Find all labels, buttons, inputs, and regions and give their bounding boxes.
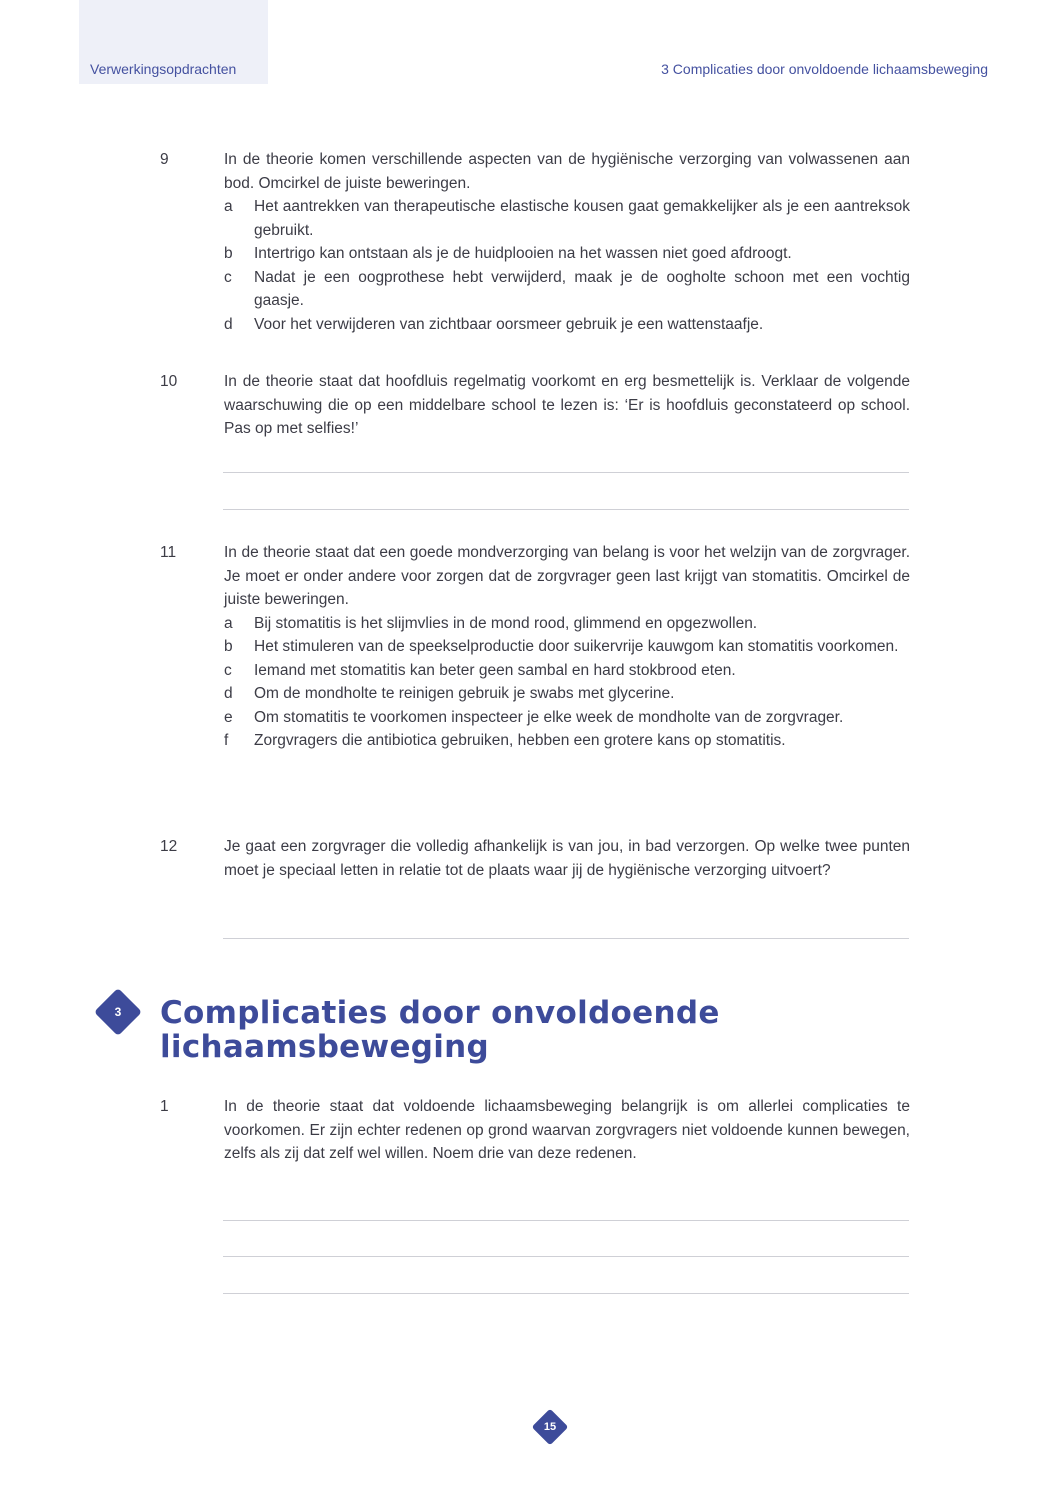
option-text: Nadat je een oogprothese hebt verwijderd, maak je de oogholte schoon met een vochtig gaasje. [254, 268, 910, 309]
option-text: Het stimuleren van de speekselproductie door suikervrije kauwgom kan stomatitis voorkomen. [254, 638, 899, 655]
question-stem: In de theorie komen verschillende aspecten van de hygiënische verzorging van volwassenen aan bod. Omcirkel de juiste beweringen. [224, 151, 910, 192]
header-section-label: 3 Complicaties door onvoldoende lichaamsbeweging [661, 61, 988, 77]
option-letter: a [224, 614, 233, 632]
answer-line[interactable] [223, 472, 909, 473]
question-stem: In de theorie staat dat een goede mondverzorging van belang is voor het welzijn van de zorgvrager. Je moet er onder andere voor zorgen dat de zorgvrager geen last krijgt van stomatitis. Omcirkel de juiste beweringen. [224, 544, 910, 608]
question-stem: In de theorie staat dat hoofdluis regelmatig voorkomt en erg besmettelijk is. Verklaar de volgende waarschuwing die op een middelbare school te lezen is: ‘Er is hoofdluis geconstateerd op school. Pas op met selfies!’ [224, 373, 910, 437]
option-letter: d [224, 315, 233, 333]
option-text: Voor het verwijderen van zichtbaar oorsmeer gebruik je een wattenstaafje. [254, 315, 764, 333]
option-letter: c [224, 268, 232, 286]
question-number: 12 [160, 838, 178, 855]
question-number: 1 [160, 1098, 169, 1115]
option-letter: d [224, 685, 233, 702]
question-11 [160, 541, 910, 753]
answer-line[interactable] [223, 1293, 909, 1294]
option-letter: a [224, 198, 233, 215]
option-letter: e [224, 708, 233, 726]
option-text: Bij stomatitis is het slijmvlies in de mond rood, glimmend en opgezwollen. [254, 614, 758, 632]
answer-option[interactable] [224, 706, 910, 730]
answer-options [224, 195, 910, 336]
answer-option[interactable] [224, 635, 910, 659]
answer-option[interactable] [224, 682, 910, 706]
option-text: Intertrigo kan ontstaan als je de huidplooien na het wassen niet goed afdroogt. [254, 245, 792, 262]
question-10 [160, 370, 910, 441]
answer-options [224, 612, 910, 753]
answer-option[interactable] [224, 729, 910, 753]
answer-line[interactable] [223, 938, 909, 939]
option-letter: f [224, 732, 229, 749]
answer-line[interactable] [223, 1256, 909, 1257]
answer-option[interactable] [224, 659, 910, 683]
answer-option[interactable] [224, 266, 910, 313]
question-number: 10 [160, 373, 178, 390]
option-letter: c [224, 661, 232, 679]
option-letter: b [224, 245, 233, 262]
question-12 [160, 835, 910, 882]
answer-line[interactable] [223, 509, 909, 510]
option-text: Zorgvragers die antibiotica gebruiken, hebben een grotere kans op stomatitis. [254, 732, 786, 749]
section-title: Complicaties door onvoldoende lichaamsbeweging [160, 995, 720, 1065]
option-letter: b [224, 638, 233, 655]
answer-option[interactable] [224, 242, 910, 266]
question-number: 11 [160, 544, 177, 561]
answer-option[interactable] [224, 612, 910, 636]
page-number: 15 [543, 1421, 557, 1433]
option-text: Iemand met stomatitis kan beter geen sambal en hard stokbrood eten. [254, 661, 736, 679]
answer-line[interactable] [223, 1220, 909, 1221]
section-question-1 [160, 1095, 910, 1166]
option-text: Om de mondholte te reinigen gebruik je swabs met glycerine. [254, 685, 675, 702]
option-text: Het aantrekken van therapeutische elastische kousen gaat gemakkelijker als je een aantreksok gebruikt. [254, 198, 910, 239]
header-chapter-label: Verwerkingsopdrachten [90, 61, 237, 77]
question-9 [160, 148, 910, 336]
question-stem: Je gaat een zorgvrager die volledig afhankelijk is van jou, in bad verzorgen. Op welke twee punten moet je speciaal letten in relatie tot de plaats waar jij de hygiënische verzorging uitvoert? [224, 838, 910, 879]
question-stem: In de theorie staat dat voldoende lichaamsbeweging belangrijk is om allerlei complicaties te voorkomen. Er zijn echter redenen op grond waarvan zorgvragers niet voldoende kunnen bewegen, zelfs als zij dat zelf wel willen. Noem drie van deze redenen. [224, 1098, 910, 1162]
option-text: Om stomatitis te voorkomen inspecteer je elke week de mondholte van de zorgvrager. [254, 708, 844, 726]
section-number: 3 [114, 1005, 122, 1019]
answer-option[interactable] [224, 195, 910, 242]
answer-option[interactable] [224, 313, 910, 337]
question-number: 9 [160, 151, 169, 168]
